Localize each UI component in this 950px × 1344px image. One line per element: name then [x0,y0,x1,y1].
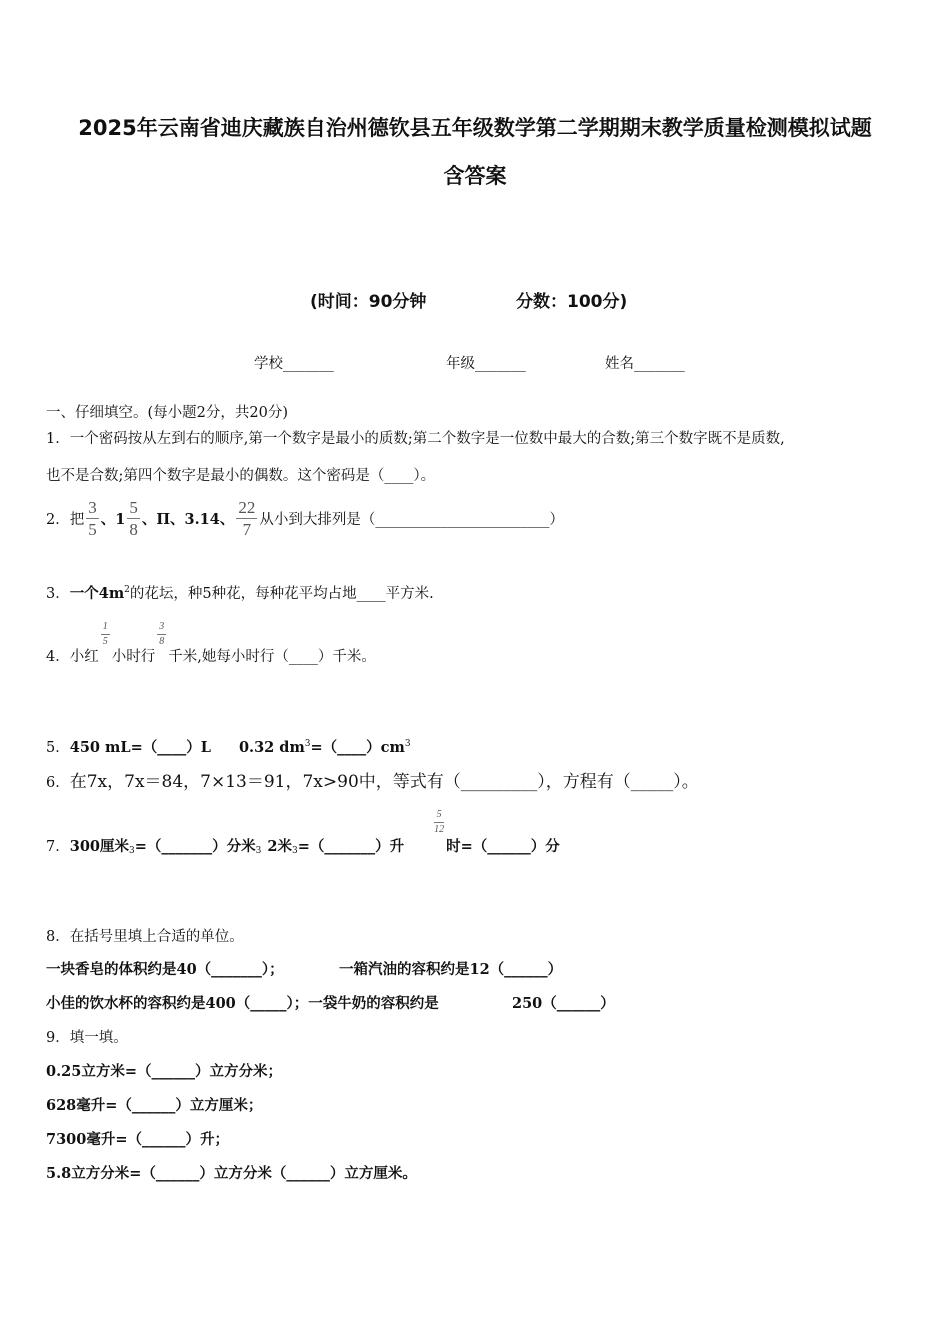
question-3 [46,582,434,603]
question-number: 2． [46,511,70,528]
question-text: 0.32 dm [238,739,305,756]
question-text: 在7x，7x＝84，7×13＝91，7x>90中，等式有（_________），方程有（_____）。 [69,772,699,792]
fraction-numerator: 3 [88,497,97,517]
fraction-numerator: 5 [129,497,138,517]
question-number: 3． [46,586,70,602]
fraction-denominator: 7 [242,519,252,539]
fraction-5-8 [127,499,140,538]
question-number: 1． [46,431,70,447]
superscript: 3 [255,846,262,856]
question-number: 7． [46,839,70,855]
school-field: 学校_______ [254,356,334,372]
question-text: 小红 [69,649,99,665]
question-text: 、Π、3.14、 [141,510,235,528]
question-text: 填一填。 [69,1030,128,1046]
fraction-3-5 [86,499,99,538]
fraction-1-5 [101,622,110,647]
name-field: 姓名_______ [605,356,685,372]
question-number: 9． [46,1030,70,1046]
question-text: 千米,她每小时行（____）千米。 [168,649,376,665]
superscript: 3 [404,739,411,750]
grade-field: 年级_______ [446,356,526,372]
question-text: 、1 [100,510,126,528]
question-text: =（_______）分米 [134,838,256,855]
question-number: 5． [46,740,70,756]
superscript: 3 [129,846,135,856]
question-text: =（____）cm [310,739,405,756]
question-text: 把 [69,511,85,528]
question-8-row1a: 一块香皂的体积约是40（_______）； [46,961,284,978]
question-text: 的花坛，种5种花，每种花平均占地____平方米. [129,586,434,602]
question-6 [46,767,699,792]
page-title: 2025年云南省迪庆藏族自治州德钦县五年级数学第二学期期末教学质量检测模拟试题 [78,116,872,140]
question-text: =（_______）升 [297,838,405,855]
question-text: 在括号里填上合适的单位。 [69,929,244,945]
question-8-row2a: 小佳的饮水杯的容积约是400（_____）；一袋牛奶的容积约是 [46,995,439,1012]
page-title-line2: 含答案 [443,164,507,188]
exam-time: (时间：90分钟 [310,292,427,312]
question-8-row2b: 250（______） [512,995,615,1012]
question-number: 8． [46,929,70,945]
question-9-line1: 0.25立方米=（______）立方分米； [46,1063,282,1080]
fraction-denominator: 8 [159,636,165,647]
question-text: 300厘米 [69,838,130,855]
question-8-row1b: 一箱汽油的容积约是12（______） [339,961,563,978]
question-9-line2: 628毫升=（______）立方厘米； [46,1097,263,1114]
question-9-line3: 7300毫升=（______）升； [46,1131,230,1148]
question-text: 2米 [267,838,292,855]
fraction-denominator: 5 [88,519,97,539]
superscript: 3 [304,739,311,750]
fraction-denominator: 12 [434,824,445,835]
exam-score: 分数：100分) [516,292,628,312]
question-number: 4． [46,649,70,665]
question-9-line4: 5.8立方分米=（______）立方分米（______）立方厘米。 [46,1165,417,1182]
question-7 [46,810,560,856]
question-text: 一个密码按从左到右的顺序,第一个数字是最小的质数;第二个数字是一位数中最大的合数;第三个数字既不是质数, [69,431,785,447]
fraction-3-8 [157,622,166,647]
fraction-numerator: 1 [101,622,110,635]
fraction-denominator: 5 [102,636,108,647]
question-text: 一个4m [69,585,125,602]
question-9 [46,1026,128,1047]
question-1 [46,427,785,448]
question-2 [46,496,564,540]
fraction-numerator: 5 [434,810,444,823]
superscript: 2 [124,585,130,596]
question-text: 时=（______）分 [446,838,560,855]
fraction-22-7 [236,499,257,538]
question-text: 从小到大排列是（________________________） [259,511,564,528]
fraction-numerator: 22 [238,497,256,517]
question-number: 6． [46,775,70,791]
question-8 [46,925,244,946]
question-4 [46,622,376,666]
question-text: 450 mL=（____）L [69,739,211,756]
section-heading: 一、仔细填空。(每小题2分，共20分) [46,405,288,421]
question-1-line2: 也不是合数;第四个数字是最小的偶数。这个密码是（____）。 [46,468,436,484]
question-text: 小时行 [111,649,156,665]
question-5 [46,736,411,757]
fraction-numerator: 3 [157,622,166,635]
fraction-5-12 [434,810,444,835]
superscript: 3 [291,846,298,856]
fraction-denominator: 8 [129,519,138,539]
